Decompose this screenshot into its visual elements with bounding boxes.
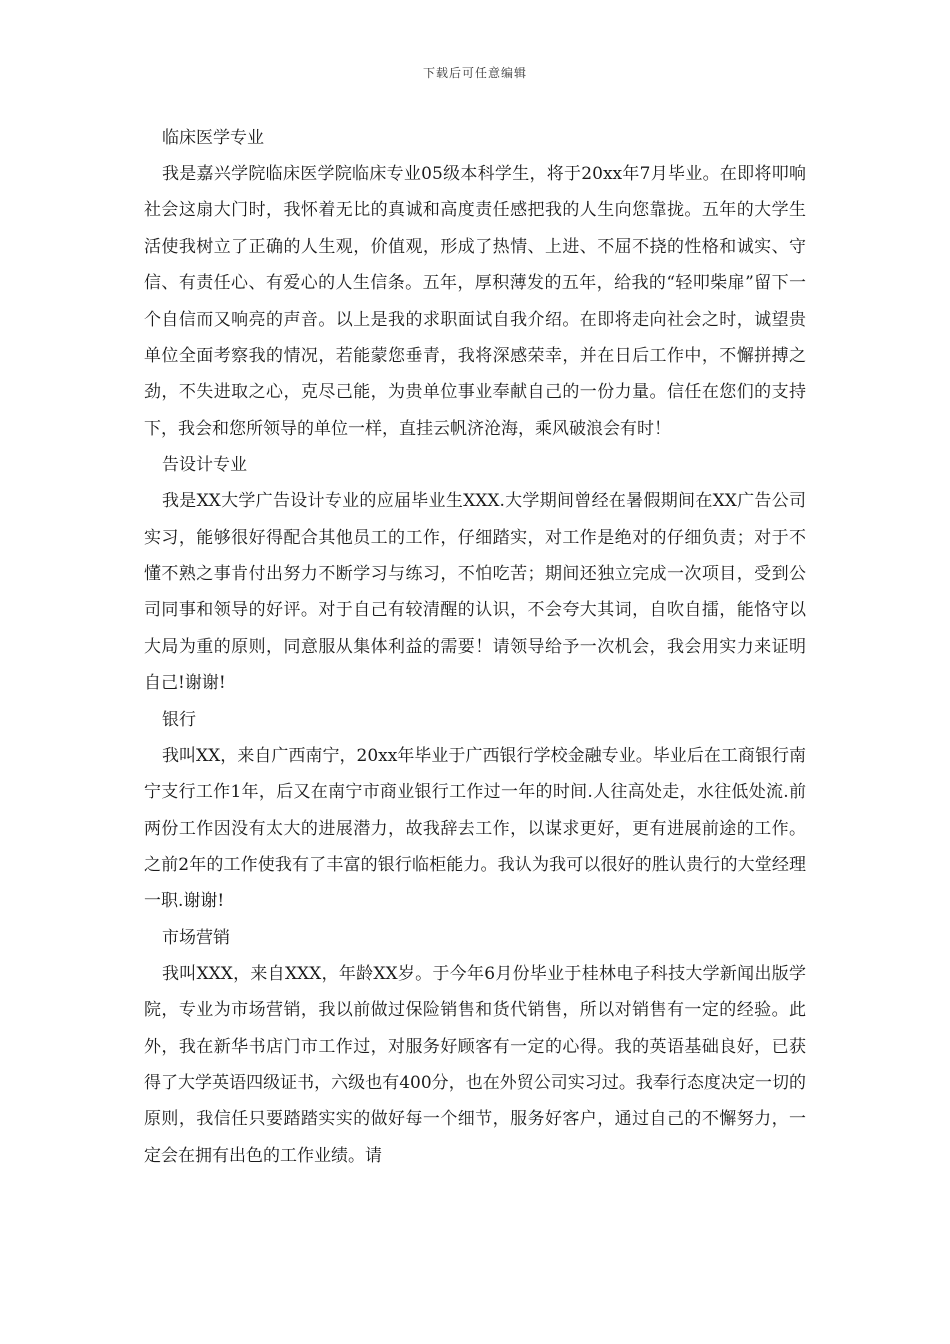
section-advertising-design xyxy=(144,447,806,701)
section-paragraph: 我是XX大学广告设计专业的应届毕业生XXX.大学期间曾经在暑假期间在XX广告公司实习，能够很好得配合其他员工的工作，仔细踏实，对工作是绝对的仔细负责；对于不懂不熟之事肯付出努力不断学习与练习，不怕吃苦；期间还独立完成一次项目，受到公司同事和领导的好评。对于自己有较清醒的认识，不会夸大其词，自吹自擂，能恪守以大局为重的原则，同意服从集体利益的需要！请领导给予一次机会，我会用实力来证明自己!谢谢! xyxy=(144,491,806,694)
section-heading: 银行 xyxy=(162,709,196,730)
section-clinical-medicine xyxy=(144,120,806,447)
page-header-note: 下载后可任意编辑 xyxy=(422,66,527,80)
section-marketing xyxy=(144,920,806,1174)
section-bank xyxy=(144,702,806,920)
document-body xyxy=(144,120,806,1174)
section-heading: 市场营销 xyxy=(162,927,230,948)
section-heading: 告设计专业 xyxy=(162,455,247,476)
section-paragraph: 我叫XX，来自广西南宁，20xx年毕业于广西银行学校金融专业。毕业后在工商银行南宁支行工作1年，后又在南宁市商业银行工作过一年的时间.人往高处走，水往低处流.前两份工作因没有太大的进展潜力，故我辞去工作，以谋求更好，更有进展前途的工作。之前2年的工作使我有了丰富的银行临柜能力。我认为我可以很好的胜认贵行的大堂经理一职.谢谢! xyxy=(144,745,806,912)
section-heading: 临床医学专业 xyxy=(162,128,264,148)
section-paragraph: 我叫XXX，来自XXX，年龄XX岁。于今年6月份毕业于桂林电子科技大学新闻出版学院，专业为市场营销，我以前做过保险销售和货代销售，所以对销售有一定的经验。此外，我在新华书店门市工作过，对服务好顾客有一定的心得。我的英语基础良好，已获得了大学英语四级证书，六级也有400分，也在外贸公司实习过。我奉行态度决定一切的原则，我信任只要踏踏实实的做好每一个细节，服务好客户，通过自己的不懈努力，一定会在拥有出色的工作业绩。请 xyxy=(144,963,806,1166)
section-paragraph: 我是嘉兴学院临床医学院临床专业05级本科学生，将于20xx年7月毕业。在即将叩响社会这扇大门时，我怀着无比的真诚和高度责任感把我的人生向您靠拢。五年的大学生活使我树立了正确的人生观，价值观，形成了热情、上进、不屈不挠的性格和诚实、守信、有责任心、有爱心的人生信条。五年，厚积薄发的五年，给我的“轻叩柴扉”留下一个自信而又响亮的声音。以上是我的求职面试自我介绍。在即将走向社会之时，诚望贵单位全面考察我的情况，若能蒙您垂青，我将深感荣幸，并在日后工作中，不懈拼搏之劲，不失进取之心，克尽己能，为贵单位事业奉献自己的一份力量。信任在您们的支持下，我会和您所领导的单位一样，直挂云帆济沧海，乘风破浪会有时！ xyxy=(144,164,806,439)
